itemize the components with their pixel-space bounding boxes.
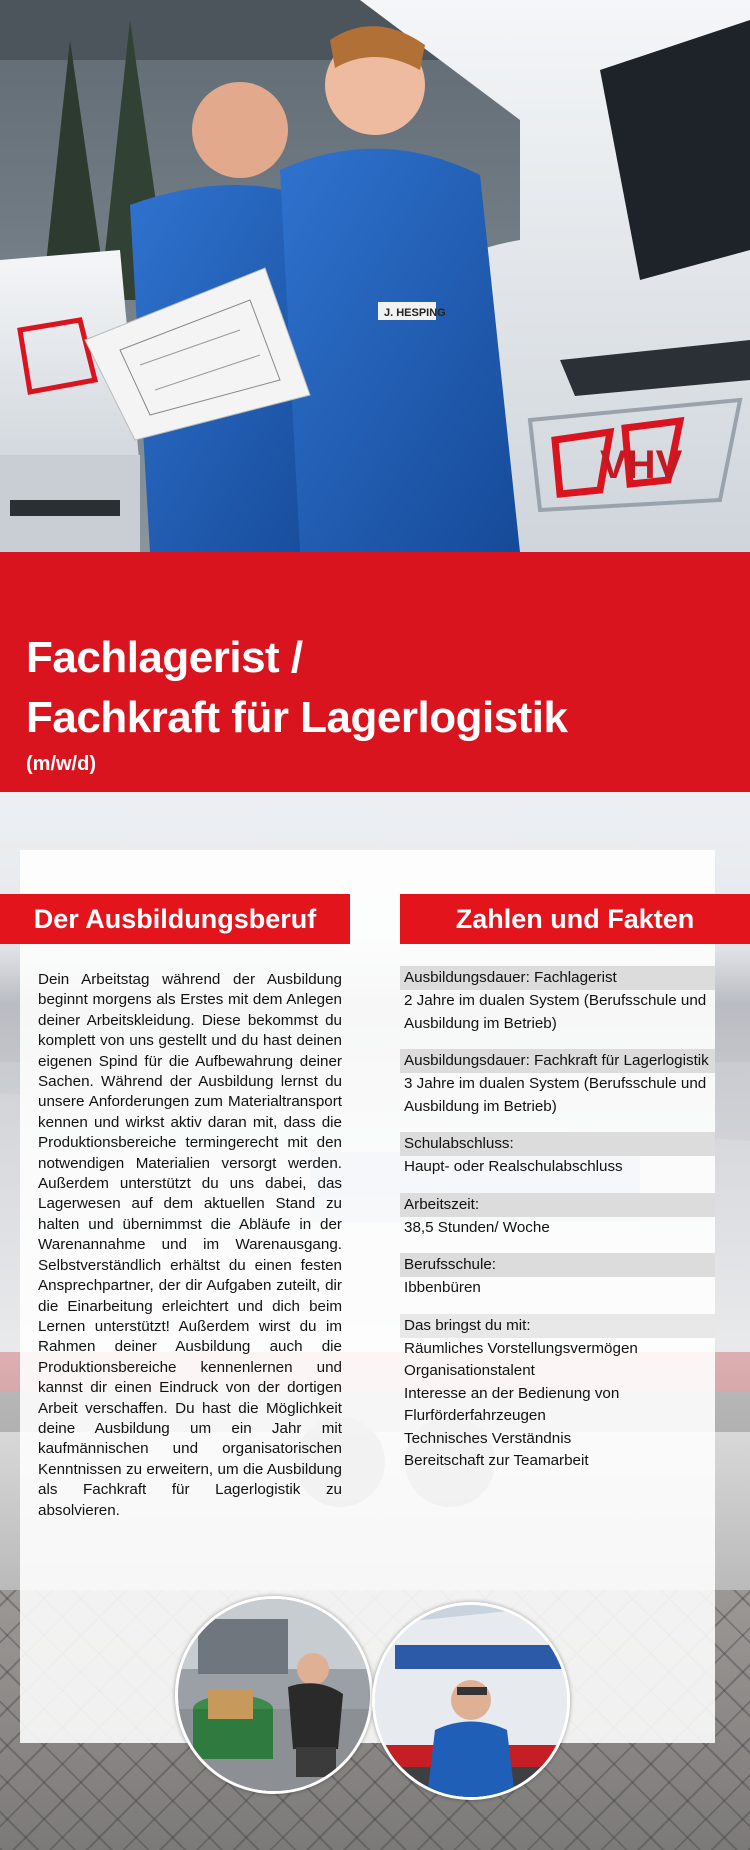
- fact-label: Schulabschluss:: [400, 1132, 715, 1156]
- title-band: [0, 552, 750, 792]
- worker-truck-photo: [372, 1602, 570, 1800]
- fact-value: Haupt- oder Realschulabschluss: [404, 1158, 623, 1175]
- fact-label: Arbeitszeit:: [400, 1193, 715, 1217]
- skill-item: Organisationstalent: [404, 1362, 535, 1379]
- fact-label: Ausbildungsdauer: Fachlagerist: [400, 966, 715, 990]
- fact-duration-fachkraft: [400, 1049, 715, 1118]
- facts-list: [400, 966, 715, 1487]
- fact-duration-fachlagerist: [400, 966, 715, 1035]
- hero-photo: [0, 0, 750, 552]
- skill-item: Bereitschaft zur Teamarbeit: [404, 1452, 589, 1469]
- heading-zahlen-fakten: Zahlen und Fakten: [400, 894, 750, 944]
- fact-school-degree: [400, 1132, 715, 1179]
- vhv-logo: VHV: [600, 443, 683, 487]
- warehouse-photo: [175, 1596, 373, 1794]
- fact-label: Berufsschule:: [400, 1253, 715, 1277]
- job-description: Dein Arbeitstag während der Ausbildung beginnt morgens als Erstes mit dem Anlegen deiner Arbeitskleidung. Diese bekommst du komplett von uns gestellt und du hast deinen eigenen Spind für die Aufbewahrung deiner Sachen. Während der Ausbildung lernst du unsere Anforderungen zum Materialtransport kennen und wirkst aktiv daran mit, dass die Produktionsbereiche termingerecht mit den notwendigen Materialien versorgt werden. Außerdem unterstützt du uns dabei, das Lagerwesen auf dem aktuellen Stand zu halten und übernimmst die Abläufe in der Warenannahme und im Warenausgang. Selbstverständlich erhältst du einen festen Ansprechpartner, der dir Aufgaben zuteilt, dir die Einarbeitung erleichtert und dich beim Lernen unterstützt! Außerdem wirst du im Rahmen deiner Ausbildung auch die Produktionsbereiche kennenlernen und kannst dir einen Eindruck von der dortigen Arbeit verschaffen. Du hast die Möglichkeit deine Ausbildung um ein Jahr mit kaufmännischen und organisatorischen Kenntnissen zu erweitern, um die Ausbildung als Fachkraft für Lagerlogistik zu absolvieren.: [38, 971, 342, 1519]
- fact-working-hours: [400, 1193, 715, 1240]
- gender-note: (m/w/d): [26, 753, 96, 775]
- fact-label: Ausbildungsdauer: Fachkraft für Lagerlogistik: [400, 1049, 715, 1073]
- fact-value: 2 Jahre im dualen System (Berufsschule und Ausbildung im Betrieb): [404, 992, 707, 1032]
- skill-item: Technisches Verständnis: [404, 1429, 572, 1447]
- heading-ausbildungsberuf: Der Ausbildungsberuf: [0, 894, 350, 944]
- skill-item: Interesse an der Bedienung von Flurförderfahrzeugen: [404, 1384, 620, 1424]
- fact-label: Das bringst du mit:: [400, 1314, 715, 1338]
- fact-value: 38,5 Stunden/ Woche: [404, 1218, 550, 1236]
- name-badge: J. HESPING: [384, 307, 446, 319]
- page-title-line-2: Fachkraft für Lagerlogistik: [26, 693, 568, 742]
- fact-requirements: [400, 1314, 715, 1473]
- skill-item: Räumliches Vorstellungsvermögen: [404, 1339, 638, 1357]
- fact-vocational-school: [400, 1253, 715, 1300]
- page-title-line-1: Fachlagerist /: [26, 633, 303, 682]
- fact-value: Ibbenbüren: [404, 1279, 481, 1296]
- fact-value: 3 Jahre im dualen System (Berufsschule und Ausbildung im Betrieb): [404, 1075, 707, 1115]
